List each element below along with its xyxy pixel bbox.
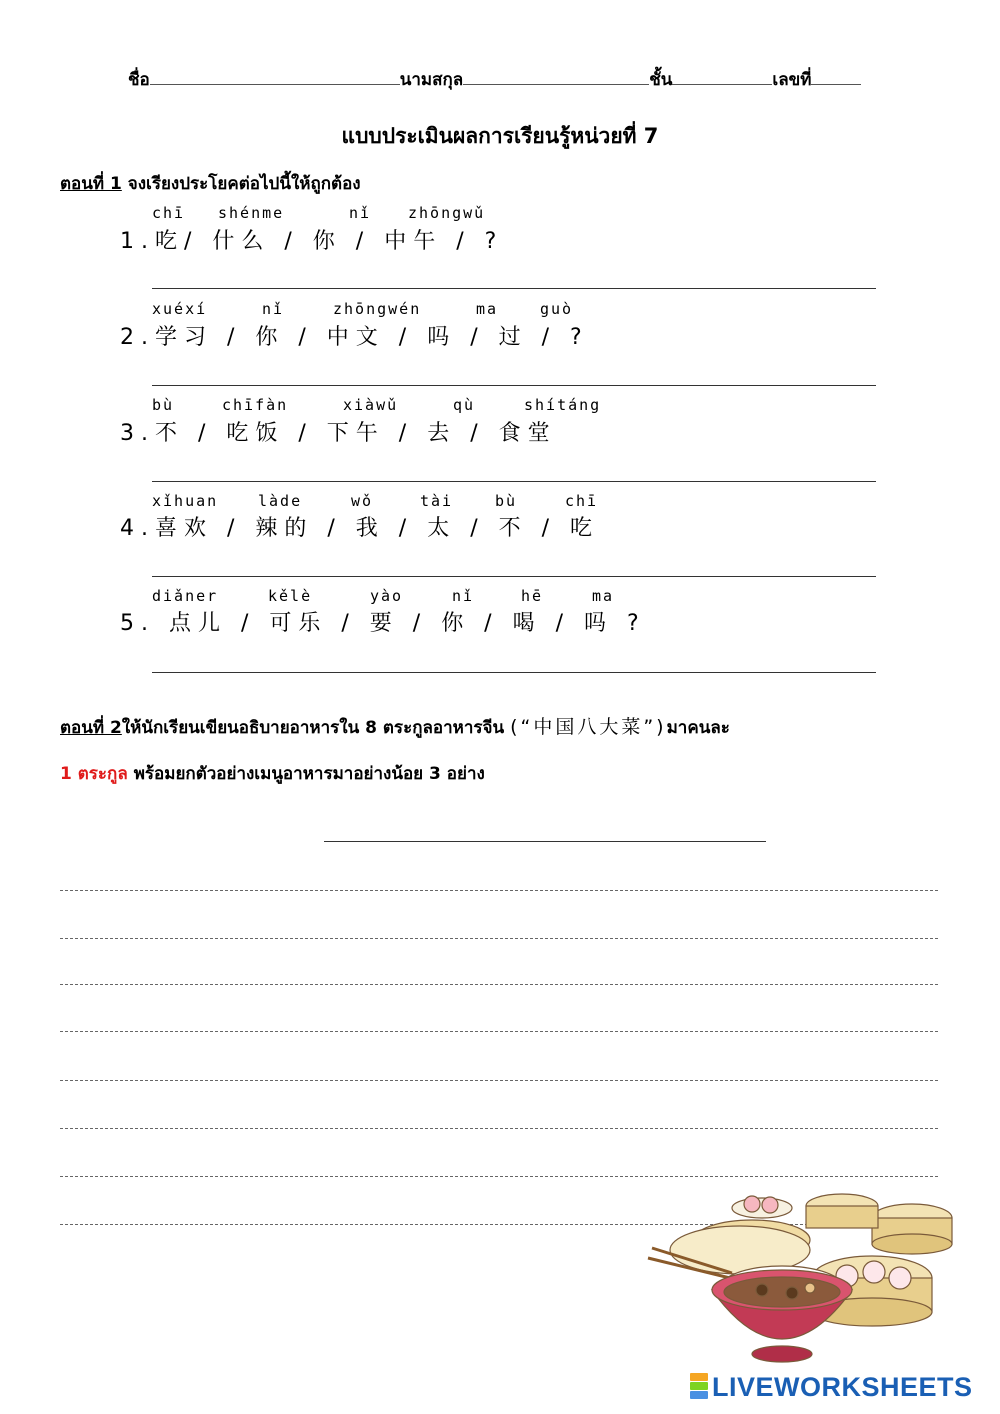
item-words: 点儿 / 可乐 / 要 / 你 / 喝 / 吗 ?: [155, 611, 646, 636]
item-number: 3.: [120, 421, 155, 446]
part2-label: ตอนที่ 2: [60, 718, 122, 738]
name-label: ชื่อ: [128, 70, 150, 90]
part2-instruction-b: มาคนละ: [666, 718, 730, 738]
answer-line-3: [152, 481, 876, 482]
item-words: 学习 / 你 / 中文 / 吗 / 过 / ?: [155, 325, 589, 350]
pinyin-word: shítáng: [524, 396, 602, 414]
part1-instruction: จงเรียงประโยคต่อไปนี้ให้ถูกต้อง: [127, 174, 361, 194]
heading-answer-line[interactable]: [324, 841, 766, 842]
pinyin-word: xǐhuan: [152, 492, 219, 510]
student-info-line: [128, 66, 873, 93]
brand-mark-icon: [690, 1373, 708, 1399]
pinyin-word: ma: [592, 587, 615, 605]
answer-line-4: [152, 576, 876, 577]
brand-text: LIVEWORKSHEETS: [712, 1372, 973, 1402]
writing-input-2[interactable]: [60, 914, 942, 938]
pinyin-word: qù: [453, 396, 476, 414]
pinyin-word: chīfàn: [222, 396, 289, 414]
pinyin-word: zhōngwǔ: [408, 204, 486, 222]
answer-input-3[interactable]: [152, 455, 880, 481]
part2-subline: [60, 760, 485, 787]
pinyin-word: shénme: [218, 204, 285, 222]
item-number: 4.: [120, 516, 155, 541]
class-blank[interactable]: [672, 70, 772, 85]
sentence-2: [120, 320, 589, 351]
answer-line-5: [152, 672, 876, 673]
page-title: แบบประเมินผลการเรียนรู้หน่วยที่ 7: [341, 124, 659, 148]
part1-label: ตอนที่ 1: [60, 174, 122, 194]
liveworksheets-logo: [690, 1372, 973, 1403]
pinyin-word: nǐ: [349, 204, 372, 222]
pinyin-word: zhōngwén: [333, 300, 422, 318]
answer-line-2: [152, 385, 876, 386]
answer-line-1: [152, 288, 876, 289]
pinyin-word: chī: [565, 492, 599, 510]
answer-input-5[interactable]: [152, 646, 880, 672]
pinyin-row-1: [0, 204, 1000, 224]
writing-input-3[interactable]: [60, 960, 942, 984]
sentence-1: [120, 224, 503, 255]
pinyin-word: kělè: [268, 587, 313, 605]
part2-instruction-a: ให้นักเรียนเขียนอธิบายอาหารใน 8 ตระกูลอาหารจีน: [121, 718, 505, 738]
writing-line: [60, 1128, 938, 1129]
writing-line: [60, 890, 938, 891]
pinyin-word: làde: [258, 492, 303, 510]
writing-line: [60, 984, 938, 985]
pinyin-word: xiàwǔ: [343, 396, 399, 414]
pinyin-word: nǐ: [262, 300, 285, 318]
pinyin-word: guò: [540, 300, 574, 318]
writing-line: [60, 1176, 938, 1177]
surname-label: นามสกุล: [399, 70, 464, 90]
writing-input-6[interactable]: [60, 1104, 942, 1128]
number-blank[interactable]: [811, 70, 861, 85]
pinyin-word: nǐ: [452, 587, 475, 605]
pinyin-word: bù: [495, 492, 518, 510]
pinyin-row-4: [0, 492, 1000, 512]
pinyin-row-2: [0, 300, 1000, 320]
part2-heading: [60, 712, 730, 741]
pinyin-row-3: [0, 396, 1000, 416]
number-label: เลขที่: [772, 70, 812, 90]
answer-input-2[interactable]: [152, 359, 880, 385]
item-words: 吃/ 什么 / 你 / 中午 / ?: [155, 229, 504, 254]
writing-input-7[interactable]: [60, 1152, 942, 1176]
pinyin-word: tài: [420, 492, 454, 510]
part2-instruction-c: พร้อมยกตัวอย่างเมนูอาหารมาอย่างน้อย 3 อย่าง: [133, 764, 485, 784]
pinyin-word: xuéxí: [152, 300, 208, 318]
item-words: 喜欢 / 辣的 / 我 / 太 / 不 / 吃: [155, 516, 599, 541]
item-number: 5.: [120, 611, 155, 636]
writing-input-4[interactable]: [60, 1007, 942, 1031]
writing-line: [60, 1031, 938, 1032]
writing-input-1[interactable]: [60, 866, 942, 890]
pinyin-row-5: [0, 587, 1000, 607]
sentence-3: [120, 416, 557, 447]
part1-heading: [60, 170, 361, 197]
pinyin-word: hē: [521, 587, 544, 605]
item-words: 不 / 吃饭 / 下午 / 去 / 食堂: [155, 421, 557, 446]
part2-highlight: 1 ตระกูล: [60, 764, 128, 784]
item-number: 1.: [120, 229, 155, 254]
pinyin-word: ma: [476, 300, 499, 318]
writing-input-5[interactable]: [60, 1056, 942, 1080]
pinyin-word: wǒ: [351, 492, 374, 510]
surname-blank[interactable]: [463, 70, 649, 85]
pinyin-word: yào: [370, 587, 404, 605]
class-label: ชั้น: [649, 70, 673, 90]
name-blank[interactable]: [150, 70, 400, 85]
chinese-food-illustration: [612, 1178, 972, 1378]
answer-input-1[interactable]: [152, 262, 880, 288]
sentence-5: [120, 606, 646, 637]
writing-line: [60, 1080, 938, 1081]
pinyin-word: chī: [152, 204, 186, 222]
pinyin-word: diǎner: [152, 587, 219, 605]
item-number: 2.: [120, 325, 155, 350]
pinyin-word: bù: [152, 396, 175, 414]
answer-input-4[interactable]: [152, 550, 880, 576]
sentence-4: [120, 511, 599, 542]
chinese-term: (“中国八大菜”): [510, 716, 667, 738]
writing-line: [60, 938, 938, 939]
